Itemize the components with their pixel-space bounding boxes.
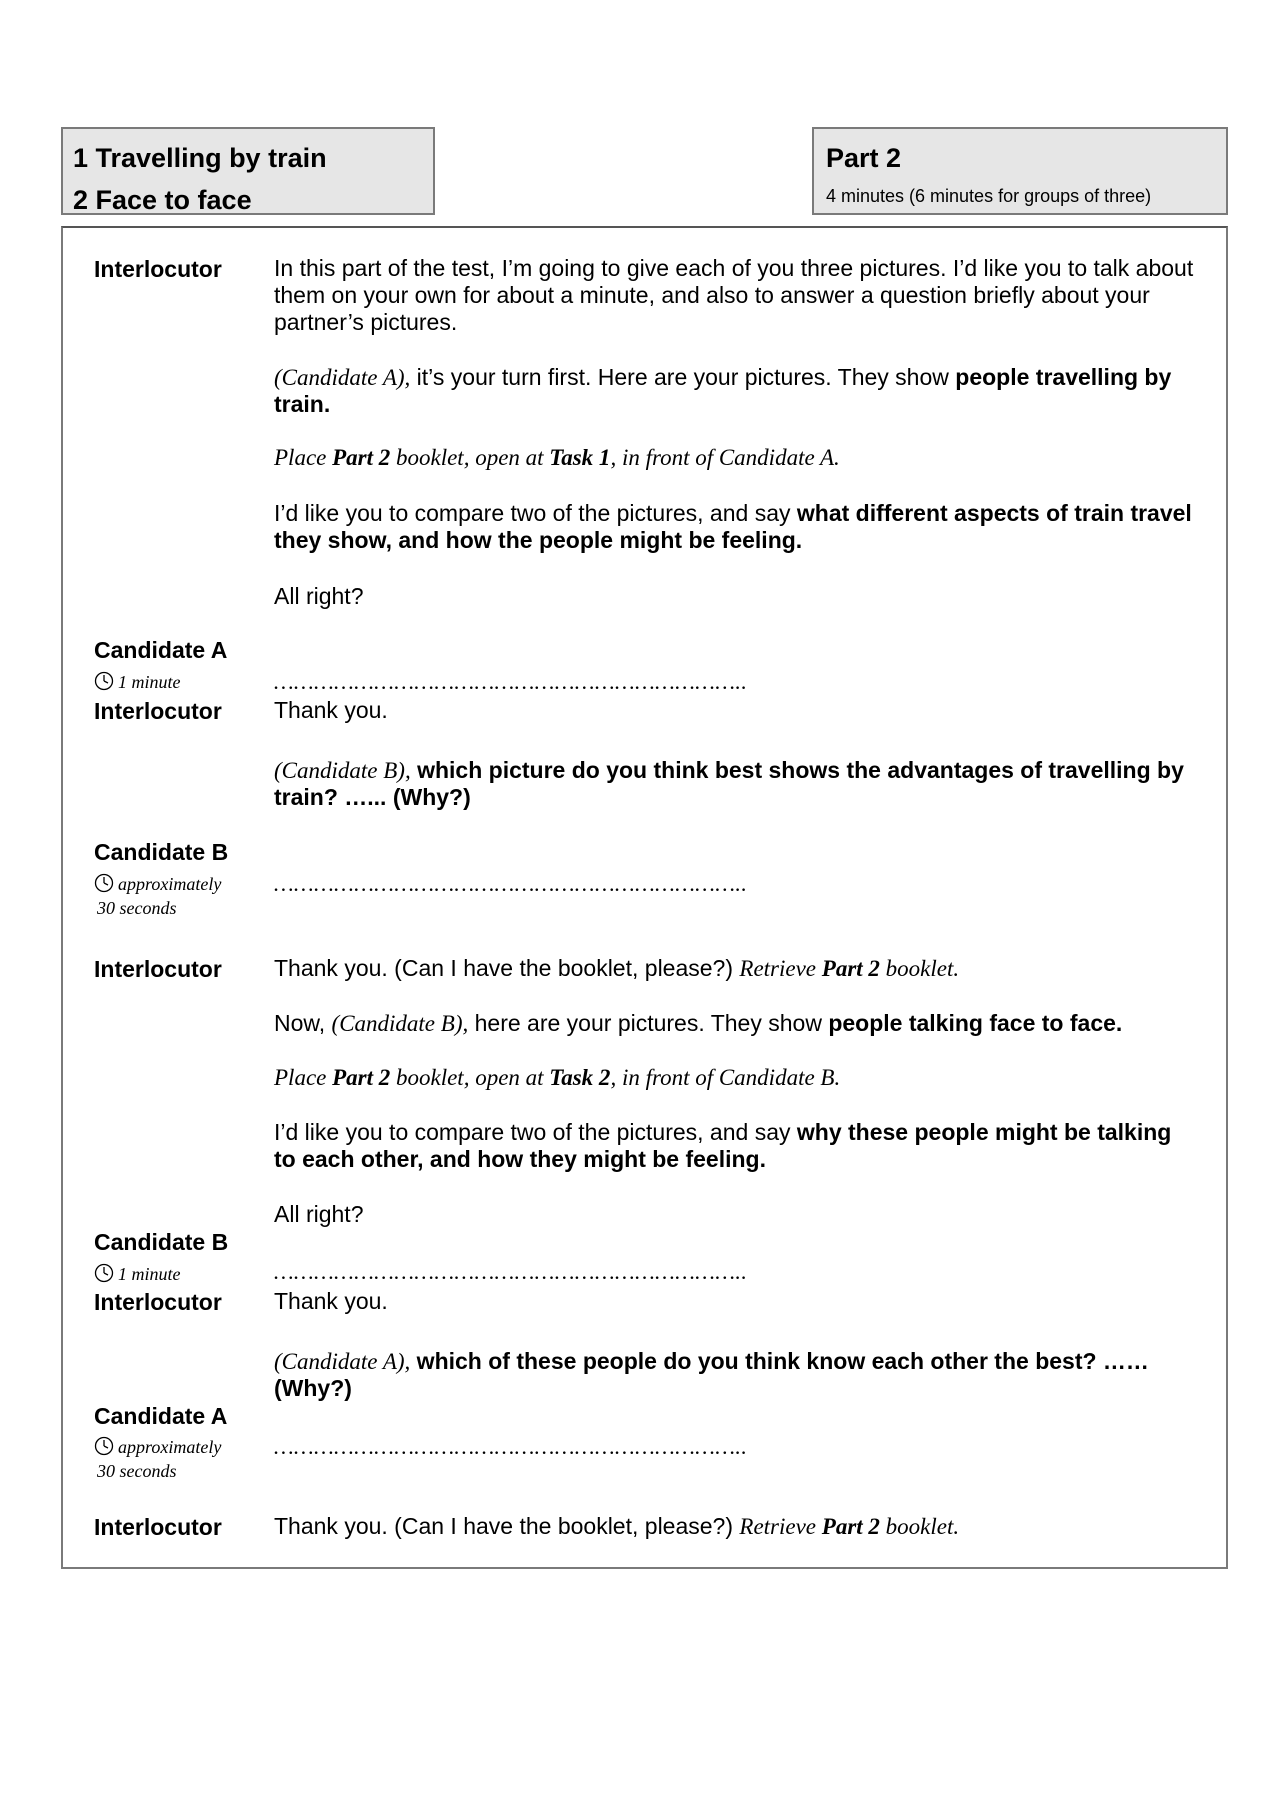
place-part: Part 2 <box>332 1065 391 1090</box>
all-right-2: All right? <box>274 1201 364 1227</box>
place-mid: booklet, open at <box>390 445 550 470</box>
retrieve-pre: Retrieve <box>739 1514 822 1539</box>
intro-text: In this part of the test, I’m going to give each of you three pictures. I’d like you to talk about them on your own for about a minute, and also to answer a question briefly about your partner’s pictures. <box>274 255 1194 335</box>
response-dots: …………………………………………………………….. <box>274 1259 748 1284</box>
clock-icon <box>94 1436 114 1456</box>
compare-1-plain: I’d like you to compare two of the pictures, and say <box>274 500 797 526</box>
question-a <box>274 1348 1194 1402</box>
timing-note <box>94 670 181 694</box>
place-task: Task 2 <box>549 1065 611 1090</box>
topic-box <box>61 127 435 215</box>
place-pre: Place <box>274 1065 333 1090</box>
compare-2-text <box>274 1119 1194 1173</box>
place-part: Part 2 <box>332 445 391 470</box>
speaker-label: Interlocutor <box>94 1514 222 1540</box>
place-instruction-2 <box>274 1064 1194 1091</box>
candidate-ref: (Candidate A), <box>274 1349 411 1374</box>
speaker-label: Candidate B <box>94 1229 229 1255</box>
timing-note <box>94 872 221 896</box>
timing-seconds: 30 seconds <box>97 1461 177 1481</box>
place-mid: booklet, open at <box>390 1065 550 1090</box>
place-task: Task 1 <box>549 445 611 470</box>
timing-seconds: 30 seconds <box>97 898 177 918</box>
part-box <box>812 127 1228 215</box>
candidate-ref: (Candidate B), <box>331 1011 469 1036</box>
response-dots: …………………………………………………………….. <box>274 871 748 896</box>
retrieve-post: booklet. <box>879 1514 960 1539</box>
retrieve-pre: Retrieve <box>739 956 822 981</box>
topic-2: 2 Face to face <box>73 185 252 215</box>
retrieve-2 <box>274 1513 1194 1540</box>
part-timing: 4 minutes (6 minutes for groups of three) <box>826 186 1152 206</box>
turn-a-text <box>274 364 1194 418</box>
clock-icon <box>94 1263 114 1283</box>
compare-1-bold: what different aspects of train travel they show, and how the people might be feeling. <box>274 500 1192 553</box>
speaker-label: Interlocutor <box>94 698 222 724</box>
part-title: Part 2 <box>826 143 902 173</box>
response-dots: …………………………………………………………….. <box>274 1434 748 1459</box>
thank-booklet: Thank you. (Can I have the booklet, please?) <box>274 955 734 981</box>
speaker-label: Interlocutor <box>94 1289 222 1315</box>
place-post: , in front of Candidate A. <box>610 445 840 470</box>
thank-you: Thank you. <box>274 1288 388 1314</box>
turn-a-plain: it’s your turn first. Here are your pictures. They show <box>410 364 956 390</box>
timing-text: approximately <box>118 1437 222 1457</box>
now-bold: people talking face to face. <box>828 1010 1123 1036</box>
thank-booklet: Thank you. (Can I have the booklet, please?) <box>274 1513 734 1539</box>
timing-note <box>94 1262 181 1286</box>
candidate-ref: (Candidate A), <box>274 365 411 390</box>
topic-1: 1 Travelling by train <box>73 143 327 173</box>
compare-2-bold: why these people might be talking to each other, and how they might be feeling. <box>274 1119 1172 1172</box>
compare-2-plain: I’d like you to compare two of the pictures, and say <box>274 1119 797 1145</box>
retrieve-part: Part 2 <box>821 1514 880 1539</box>
retrieve-post: booklet. <box>879 956 960 981</box>
retrieve-part: Part 2 <box>821 956 880 981</box>
thank-you: Thank you. <box>274 697 388 723</box>
response-dots: …………………………………………………………….. <box>274 669 748 694</box>
turn-a-bold: people travelling by train. <box>274 364 1172 417</box>
timing-text: 1 minute <box>118 672 181 692</box>
question-b <box>274 757 1194 811</box>
script-box <box>61 226 1228 1569</box>
compare-1-text <box>274 500 1194 554</box>
speaker-label: Interlocutor <box>94 956 222 982</box>
timing-text: 1 minute <box>118 1264 181 1284</box>
clock-icon <box>94 671 114 691</box>
speaker-label: Candidate A <box>94 1403 228 1429</box>
now-pre: Now, <box>274 1010 332 1036</box>
all-right-1: All right? <box>274 583 364 609</box>
place-pre: Place <box>274 445 333 470</box>
speaker-label: Interlocutor <box>94 256 222 282</box>
clock-icon <box>94 873 114 893</box>
timing-text: approximately <box>118 874 222 894</box>
now-b-text <box>274 1010 1194 1037</box>
place-instruction-1 <box>274 444 1194 471</box>
candidate-ref: (Candidate B), <box>274 758 411 783</box>
now-mid: here are your pictures. They show <box>468 1010 829 1036</box>
question-a-bold: which of these people do you think know each other the best? …… (Why?) <box>274 1348 1149 1401</box>
question-b-bold: which picture do you think best shows the advantages of travelling by train? …... (Why?) <box>274 757 1184 810</box>
place-post: , in front of Candidate B. <box>610 1065 841 1090</box>
speaker-label: Candidate B <box>94 839 229 865</box>
timing-note <box>94 1435 221 1459</box>
retrieve-1 <box>274 955 1194 982</box>
speaker-label: Candidate A <box>94 637 228 663</box>
